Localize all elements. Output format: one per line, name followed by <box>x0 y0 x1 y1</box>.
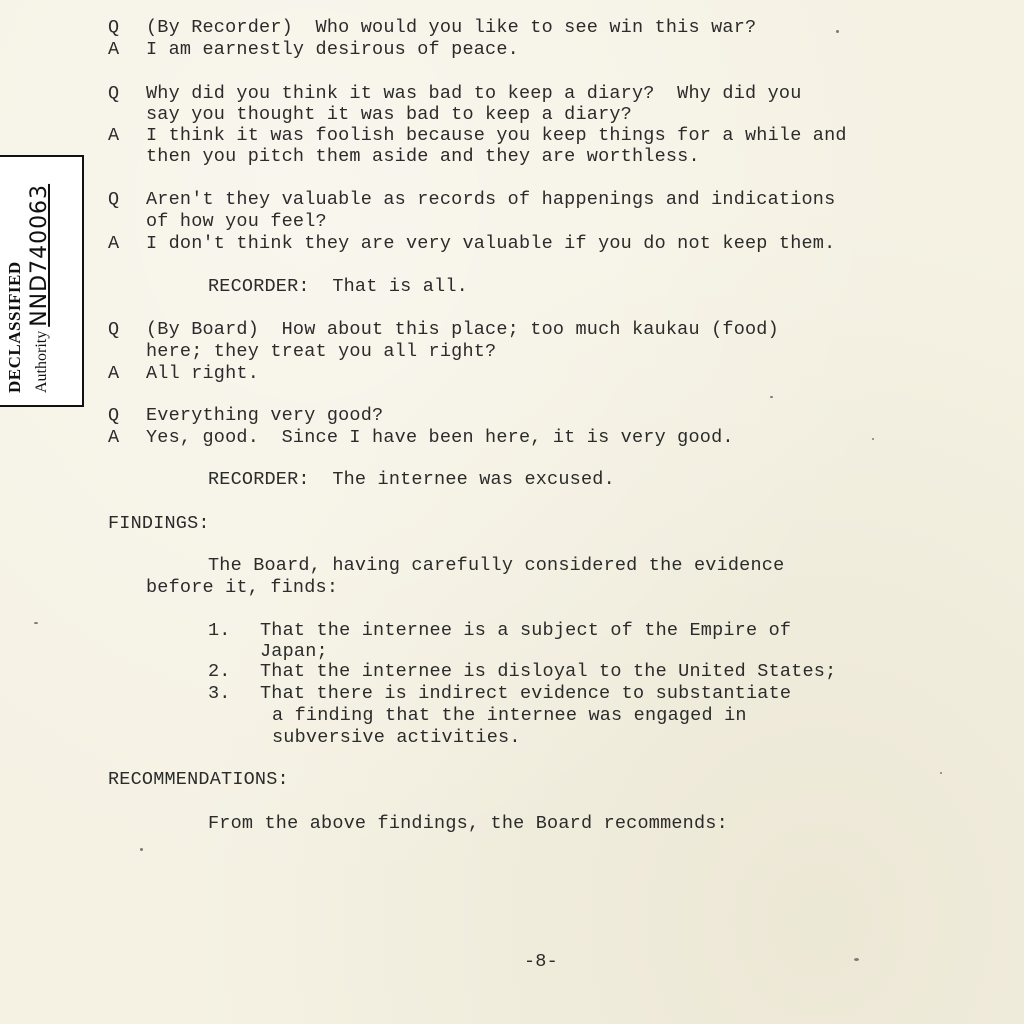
list-number: 2. <box>208 661 231 682</box>
text-line: All right. <box>146 363 260 384</box>
list-item: That the internee is disloyal to the United States; <box>260 661 837 682</box>
list-item: That the internee is a subject of the Empire of <box>260 620 792 641</box>
stamp-authority-number: NND740063 <box>27 183 52 327</box>
paper-speck <box>770 396 773 398</box>
marker: Q <box>108 405 120 426</box>
page-number: -8- <box>524 951 558 972</box>
text-line: then you pitch them aside and they are worthless. <box>146 146 700 167</box>
stamp-authority-label: Authority <box>33 330 50 393</box>
text-line: say you thought it was bad to keep a diary? <box>146 104 632 125</box>
list-number: 3. <box>208 683 231 704</box>
recorder-line: RECORDER: That is all. <box>208 276 468 297</box>
text-line: before it, finds: <box>146 577 339 598</box>
list-number: 1. <box>208 620 231 641</box>
stamp-declassified-label: DECLASSIFIED <box>5 261 24 393</box>
marker: Q <box>108 319 120 340</box>
text-line: Aren't they valuable as records of happenings and indications <box>146 189 836 210</box>
paper-speck <box>940 772 942 774</box>
list-item: a finding that the internee was engaged in <box>272 705 747 726</box>
text-line: I am earnestly desirous of peace. <box>146 39 519 60</box>
marker: A <box>108 39 120 60</box>
marker: A <box>108 125 120 146</box>
list-item: That there is indirect evidence to substantiate <box>260 683 792 704</box>
marker: A <box>108 233 120 254</box>
text-line: here; they treat you all right? <box>146 341 497 362</box>
text-line: Why did you think it was bad to keep a diary? Why did you <box>146 83 802 104</box>
paper-speck <box>836 30 839 33</box>
text-line: From the above findings, the Board recommends: <box>208 813 728 834</box>
text-line: I think it was foolish because you keep things for a while and <box>146 125 847 146</box>
marker: A <box>108 427 120 448</box>
text-line: The Board, having carefully considered the evidence <box>208 555 785 576</box>
list-item: Japan; <box>260 641 328 662</box>
paper-speck <box>34 622 38 624</box>
text-line: of how you feel? <box>146 211 327 232</box>
list-item: subversive activities. <box>272 727 521 748</box>
marker: A <box>108 363 120 384</box>
text-line: Yes, good. Since I have been here, it is very good. <box>146 427 734 448</box>
findings-heading: FINDINGS: <box>108 513 210 534</box>
paper-speck <box>872 438 874 440</box>
marker: Q <box>108 189 120 210</box>
declassified-stamp <box>0 155 84 407</box>
text-line: (By Recorder) Who would you like to see win this war? <box>146 17 757 38</box>
text-line: (By Board) How about this place; too much kaukau (food) <box>146 319 779 340</box>
paper-speck <box>140 848 143 851</box>
marker: Q <box>108 83 120 104</box>
recorder-line: RECORDER: The internee was excused. <box>208 469 615 490</box>
text-line: Everything very good? <box>146 405 384 426</box>
marker: Q <box>108 17 120 38</box>
paper-speck <box>854 958 859 961</box>
text-line: I don't think they are very valuable if you do not keep them. <box>146 233 836 254</box>
recommendations-heading: RECOMMENDATIONS: <box>108 769 289 790</box>
